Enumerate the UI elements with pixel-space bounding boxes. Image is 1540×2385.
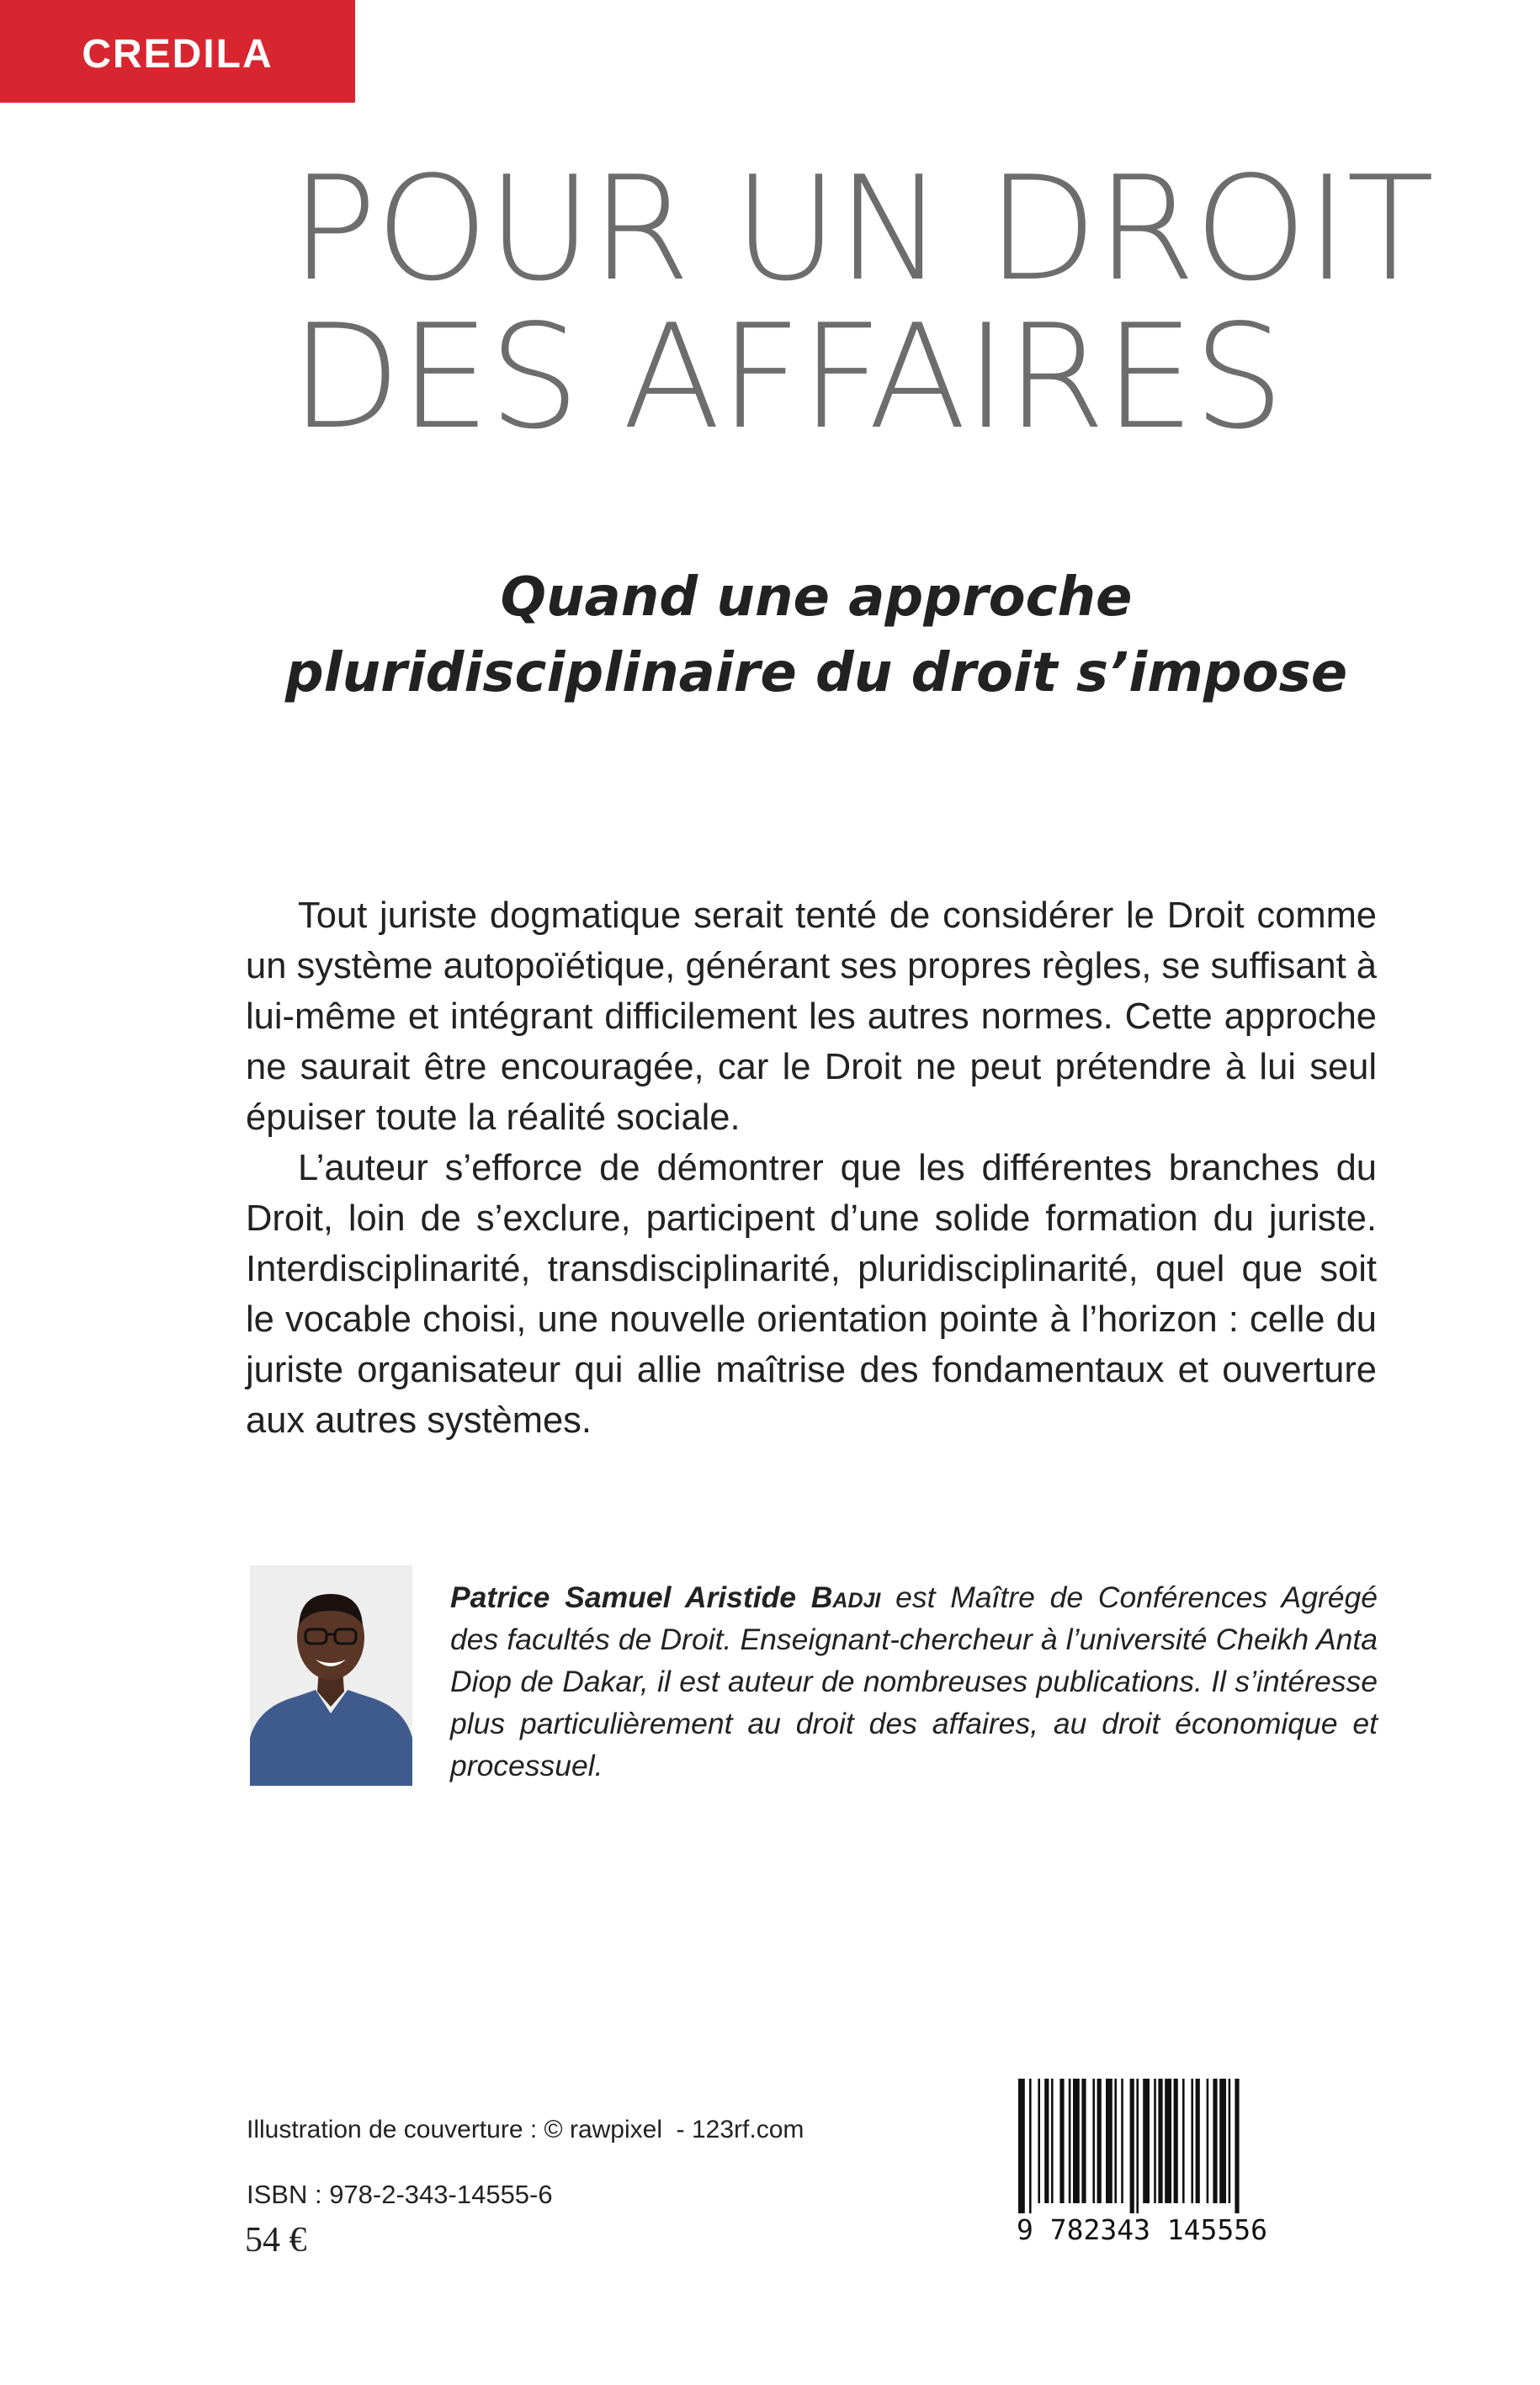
illustration-credit: Illustration de couverture : © rawpixel - 123rf.com (247, 2116, 805, 2143)
barcode-bar (1106, 2079, 1113, 2203)
isbn-number: ISBN : 978-2-343-14555-6 (247, 2180, 553, 2209)
book-subtitle (252, 560, 1380, 711)
barcode-bar (1121, 2079, 1123, 2203)
author-portrait-illustration (250, 1565, 412, 1786)
barcode-bar (1165, 2079, 1171, 2203)
back-cover-blurb (246, 890, 1377, 1446)
barcode-bar (1059, 2079, 1064, 2203)
author-photo (250, 1565, 412, 1786)
barcode-bar (1130, 2079, 1134, 2213)
barcode-bar (1182, 2079, 1185, 2203)
barcode-bar (1143, 2079, 1150, 2203)
barcode-bar (1235, 2079, 1239, 2213)
barcode-bar (1114, 2079, 1117, 2203)
book-title-line-1: POUR UN DROIT (290, 146, 1433, 313)
blurb-paragraph: Tout juriste dogmatique serait tenté de considérer le Droit comme un système autopoïétique, générant ses propres règles, se suffisant à lui-même et intégrant difficilement les autres normes. Cette approche ne saurait être encouragée, car le Droit ne peut prétendre à lui seul épuiser toute la réalité sociale. (246, 895, 1377, 1138)
barcode-bar (1038, 2079, 1040, 2203)
blurb-paragraph: L’auteur s’efforce de démontrer que les différentes branches du Droit, loin de s’exclure, participent d’une solide formation du juriste. Interdisciplinarité, transdisciplinarité, pluridisciplinarité, quel que soit le vocable choisi, une nouvelle orientation pointe à l’horizon : celle du juriste organisateur qui allie maîtrise des fondamentaux et ouverture aux autres systèmes. (246, 1148, 1377, 1441)
author-given-names: Patrice Samuel Aristide (450, 1580, 797, 1614)
barcode-bar (1196, 2079, 1200, 2203)
barcode-bar (1136, 2079, 1139, 2213)
author-bio-text: est Maître de Conférences Agrégé des facultés de Droit. Enseignant-chercheur à l’université Cheikh Anta Diop de Dakar, il est auteur de nombreuses publications. Il s’intéresse plus particulièrement au droit des affaires, au droit économique et processuel. (450, 1580, 1378, 1782)
isbn-barcode (1017, 2079, 1345, 2272)
barcode-bar (1213, 2079, 1217, 2203)
author-surname: Badji (810, 1580, 881, 1614)
barcode-bar (1069, 2079, 1071, 2203)
barcode-bar (1051, 2079, 1054, 2203)
barcode-bar (1174, 2079, 1178, 2203)
barcode-bar (1191, 2079, 1193, 2203)
book-title (290, 146, 1433, 461)
barcode-digits: 9 782343 145556 (1017, 2213, 1268, 2246)
barcode-bars (1017, 2079, 1345, 2213)
barcode-bar (1092, 2079, 1095, 2203)
book-subtitle-line-2: pluridisciplinaire du droit s’impose (284, 642, 1348, 704)
barcode-bar (1158, 2079, 1162, 2203)
barcode-bar (1081, 2079, 1086, 2203)
book-subtitle-line-1: Quand une approche (500, 566, 1133, 629)
barcode-bar (1073, 2079, 1080, 2203)
book-price: 54 € (245, 2221, 307, 2260)
barcode-bar (1029, 2079, 1032, 2213)
publisher-collection-label: CREDILA (82, 31, 273, 77)
barcode-bar (1044, 2079, 1049, 2203)
barcode-bar (1097, 2079, 1102, 2203)
book-title-line-2: DES AFFAIRES (290, 294, 1283, 461)
barcode-bar (1229, 2079, 1231, 2203)
barcode-bar (1018, 2079, 1025, 2213)
barcode-bar (1154, 2079, 1156, 2203)
barcode-bar (1207, 2079, 1209, 2203)
barcode-bar (1219, 2079, 1226, 2203)
author-biography (450, 1576, 1378, 1787)
publisher-collection-banner (0, 0, 355, 103)
